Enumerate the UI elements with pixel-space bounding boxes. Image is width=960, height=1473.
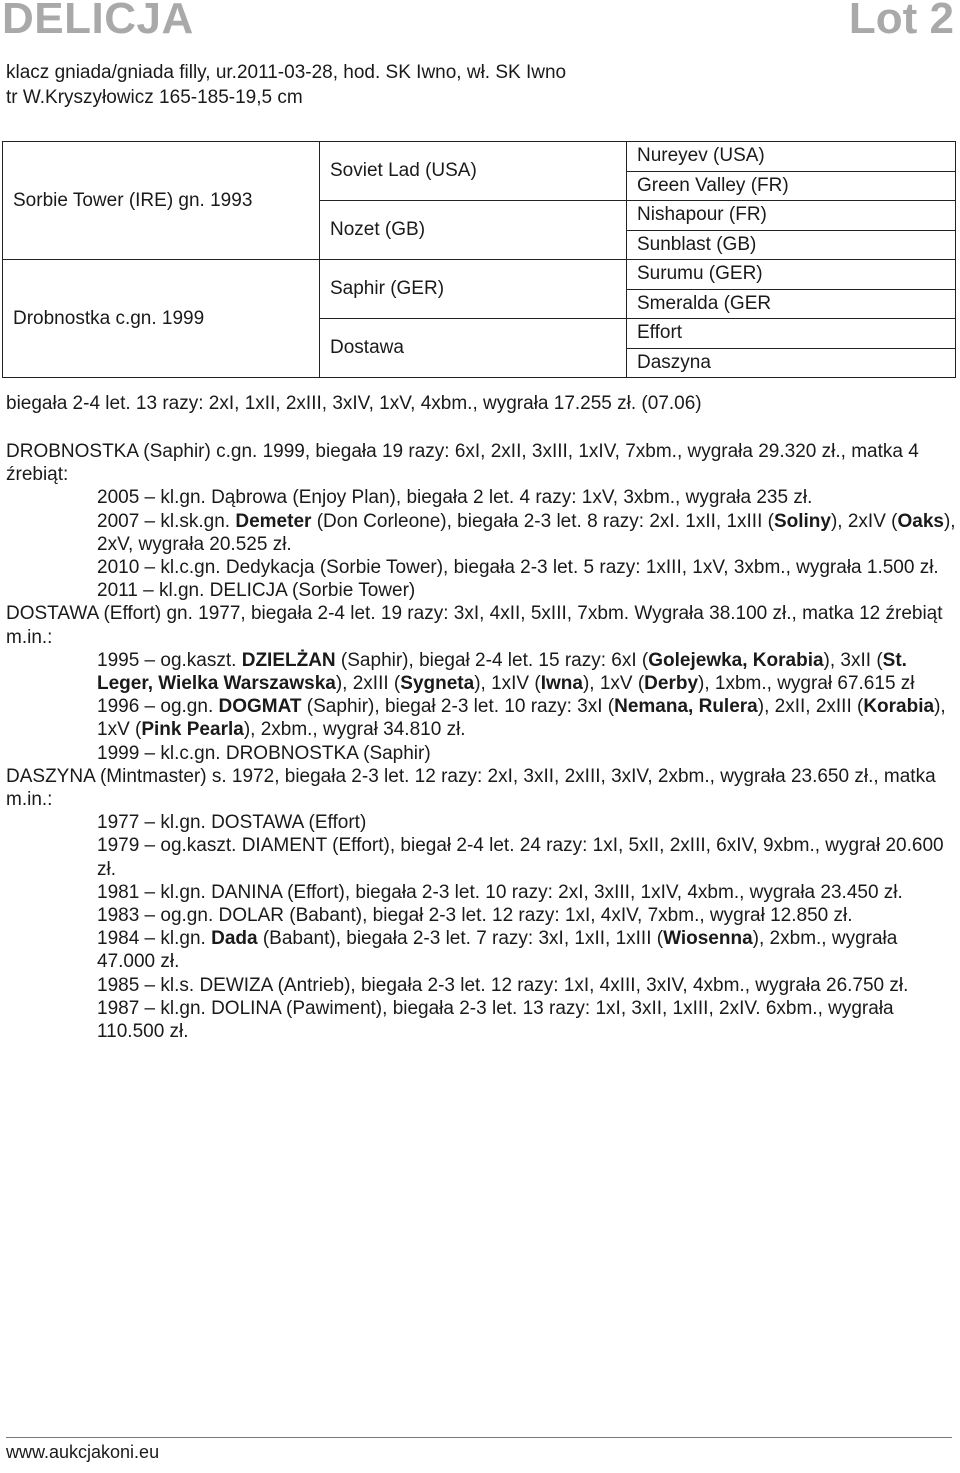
entry-text: 2007 – kl.sk.gn. xyxy=(97,510,236,532)
offspring-entry: 1985 – kl.s. DEWIZA (Antrieb), biegała 2-3 let. 12 razy: 1xI, 4xIII, 3xIV, 4xbm., wygrała 26.750 zł. xyxy=(97,974,909,996)
entry-bold: Korabia xyxy=(863,696,935,718)
entry-text: ), 1xV ( xyxy=(582,673,645,695)
entry-bold: Pink Pearla xyxy=(141,719,244,741)
pedigree-grandsire-1: Soviet Lad (USA) xyxy=(320,142,627,201)
pedigree-gg-8: Daszyna xyxy=(627,348,956,378)
pedigree-gg-4: Sunblast (GB) xyxy=(627,230,956,260)
family-records xyxy=(6,440,956,1043)
pedigree-gg-1: Nureyev (USA) xyxy=(627,142,956,172)
entry-text: ), 2xIII ( xyxy=(335,673,401,695)
pedigree-gg-7: Effort xyxy=(627,319,956,349)
offspring-entry: 1979 – og.kaszt. DIAMENT (Effort), biegał 2-4 let. 24 razy: 1xI, 5xII, 2xIII, 6xIV, 9xbm., wygrał 20.600 zł. xyxy=(97,835,944,880)
offspring-entry: 1987 – kl.gn. DOLINA (Pawiment), biegała 2-3 let. 13 razy: 1xI, 3xII, 1xIII, 2xIV. 6xbm., wygrała 110.500 zł. xyxy=(97,997,894,1043)
pedigree-gg-3: Nishapour (FR) xyxy=(627,201,956,231)
description-line-1: klacz gniada/gniada filly, ur.2011-03-28, hod. SK Iwno, wł. SK Iwno xyxy=(6,62,567,83)
offspring-entry: 2010 – kl.c.gn. Dedykacja (Sorbie Tower), biegała 2-3 let. 5 razy: 1xIII, 1xV, 3xbm., wygrała 1.500 zł. xyxy=(97,557,939,579)
offspring-entry: 2005 – kl.gn. Dąbrowa (Enjoy Plan), biegała 2 let. 4 razy: 1xV, 3xbm., wygrała 235 zł. xyxy=(97,487,813,509)
footer-divider xyxy=(6,1437,952,1438)
entry-bold: Sygneta xyxy=(400,673,475,695)
offspring-entry xyxy=(6,649,956,695)
pedigree-sire: Sorbie Tower (IRE) gn. 1993 xyxy=(3,142,320,260)
entry-bold: Wiosenna xyxy=(663,928,753,950)
entry-bold: Nemana, Rulera xyxy=(614,696,758,718)
entry-text: (Don Corleone), biegała 2-3 let. 8 razy: 2xI. 1xII, 1xIII ( xyxy=(311,510,774,532)
entry-text: (Saphir), biegał 2-3 let. 10 razy: 3xI ( xyxy=(301,696,615,718)
offspring-entry: 1977 – kl.gn. DOSTAWA (Effort) xyxy=(97,812,367,834)
entry-text: ), 1xV ( xyxy=(97,696,946,741)
entry-text: (Babant), biegała 2-3 let. 7 razy: 3xI, 1xII, 1xIII ( xyxy=(257,928,664,950)
entry-text: ), 1xbm., wygrał 67.615 zł xyxy=(698,673,915,695)
footer-url[interactable]: www.aukcjakoni.eu xyxy=(6,1442,160,1462)
pedigree-dam: Drobnostka c.gn. 1999 xyxy=(3,260,320,378)
entry-bold: Golejewka, Korabia xyxy=(648,649,824,671)
entry-text: ), 1xIV ( xyxy=(474,673,541,695)
offspring-entry xyxy=(6,510,956,556)
entry-text: ), 2xbm., wygrał 34.810 zł. xyxy=(243,719,466,741)
entry-text: 1984 – kl.gn. xyxy=(97,928,212,950)
horse-description xyxy=(6,60,606,110)
entry-text: 1996 – og.gn. xyxy=(97,696,219,718)
entry-text: ), 2xIV ( xyxy=(830,510,898,532)
granddam-intro: DOSTAWA (Effort) gn. 1977, biegała 2-4 let. 19 razy: 3xI, 4xII, 5xIII, 7xbm. Wygrała 38.100 zł., matka 12 źrebiąt m.in.: xyxy=(6,603,943,648)
entry-text: ), 2xbm., wygrała 47.000 zł. xyxy=(97,928,898,973)
entry-bold: DOGMAT xyxy=(218,696,302,718)
entry-text: (Saphir), biegał 2-4 let. 15 razy: 6xI ( xyxy=(335,649,649,671)
entry-bold: St. Leger, Wielka Warszawska xyxy=(97,649,907,695)
horse-name: DELICJA xyxy=(2,0,194,43)
pedigree-granddam: Dostawa xyxy=(320,319,627,378)
pedigree-grandsire-3: Saphir (GER) xyxy=(320,260,627,319)
offspring-entry: 2011 – kl.gn. DELICJA (Sorbie Tower) xyxy=(97,580,416,602)
entry-text: ), 2xII, 2xIII ( xyxy=(757,696,864,718)
pedigree-grandsire-2: Nozet (GB) xyxy=(320,201,627,260)
entry-bold: Demeter xyxy=(235,510,312,532)
offspring-entry: 1999 – kl.c.gn. DROBNOSTKA (Saphir) xyxy=(97,742,431,764)
page-header xyxy=(0,0,960,50)
lot-number: Lot 2 xyxy=(848,0,954,43)
entry-bold: Iwna xyxy=(540,673,583,695)
description-line-2: tr W.Kryszyłowicz 165-185-19,5 cm xyxy=(6,87,303,108)
ggdam-intro: DASZYNA (Mintmaster) s. 1972, biegała 2-3 let. 12 razy: 2xI, 3xII, 2xIII, 3xIV, 2xbm., wygrała 23.650 zł., matka m.in.: xyxy=(6,765,936,811)
entry-bold: Soliny xyxy=(773,510,831,532)
offspring-entry: 1981 – kl.gn. DANINA (Effort), biegała 2-3 let. 10 razy: 2xI, 3xIII, 1xIV, 4xbm., wygrała 23.450 zł. xyxy=(97,881,903,903)
race-record: biegała 2-4 let. 13 razy: 2xI, 1xII, 2xIII, 3xIV, 1xV, 4xbm., wygrała 17.255 zł. (07.06) xyxy=(6,393,702,414)
pedigree-table xyxy=(2,141,956,378)
offspring-entry xyxy=(6,927,956,973)
entry-text: 1995 – og.kaszt. xyxy=(97,649,242,671)
pedigree-gg-2: Green Valley (FR) xyxy=(627,171,956,201)
entry-text: ), 3xII ( xyxy=(823,649,883,671)
entry-bold: Derby xyxy=(644,673,699,695)
pedigree-gg-5: Surumu (GER) xyxy=(627,260,956,290)
offspring-entry xyxy=(6,695,956,741)
entry-bold: DZIELŻAN xyxy=(241,649,336,671)
entry-text: ), 2xV, wygrała 20.525 zł. xyxy=(97,510,956,555)
pedigree-gg-6: Smeralda (GER xyxy=(627,289,956,319)
offspring-entry: 1983 – og.gn. DOLAR (Babant), biegał 2-3 let. 12 razy: 1xI, 4xIV, 7xbm., wygrał 12.850 zł. xyxy=(97,905,853,927)
entry-bold: Dada xyxy=(211,928,258,950)
entry-bold: Oaks xyxy=(897,510,944,532)
dam-intro: DROBNOSTKA (Saphir) c.gn. 1999, biegała 19 razy: 6xI, 2xII, 3xIII, 1xIV, 7xbm., wygrała 29.320 zł., matka 4 źrebiąt: xyxy=(6,441,919,486)
